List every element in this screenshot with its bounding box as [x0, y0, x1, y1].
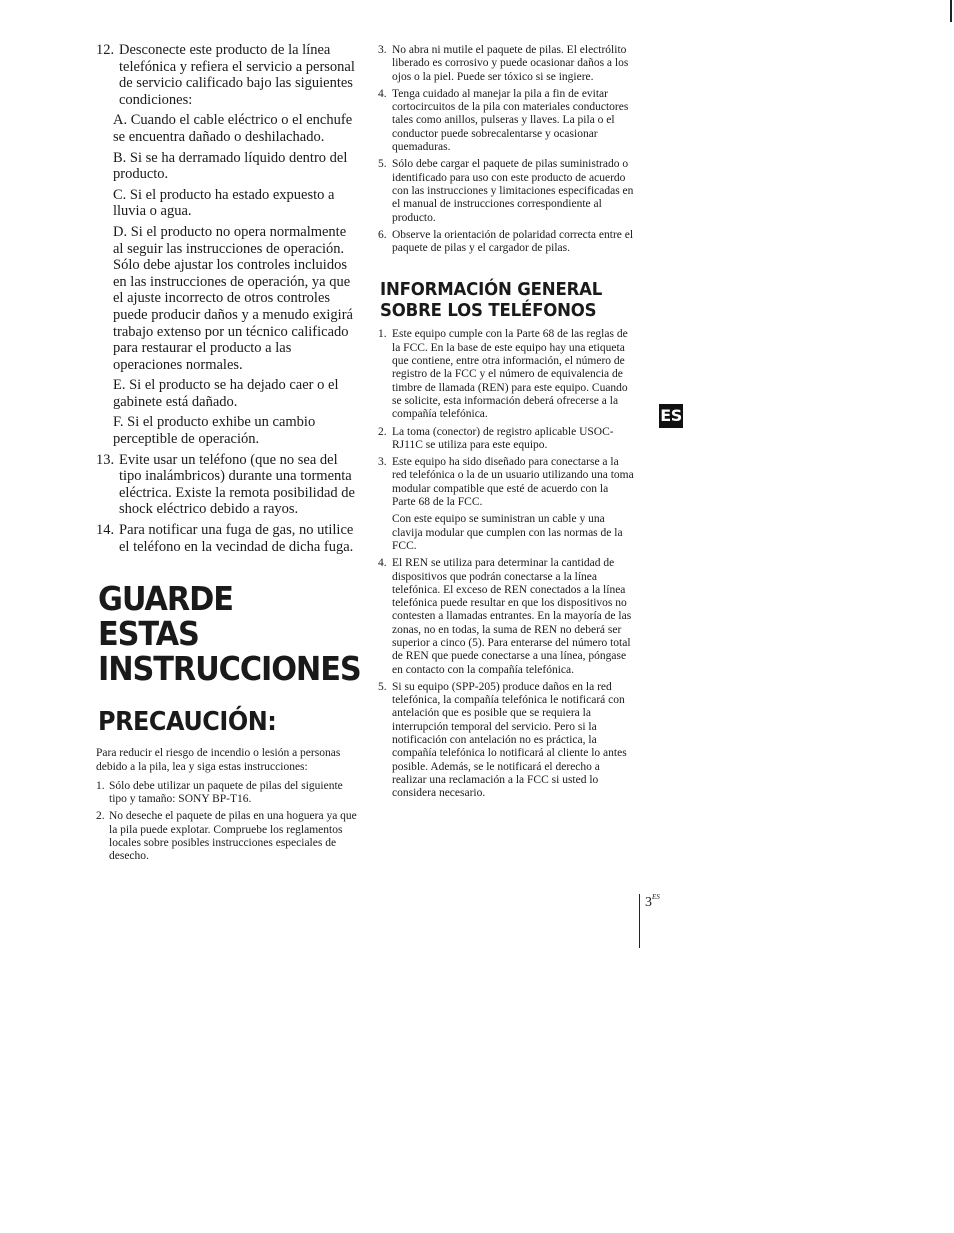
page-number: [645, 893, 660, 911]
caution-heading: PRECAUCIÓN:: [98, 707, 277, 738]
list-item-12: [96, 42, 358, 108]
list-text: Desconecte este producto de la línea telefónica y refiera el servicio a personal de servicio calificado bajo las siguientes condiciones:: [119, 42, 355, 108]
caution-item-4: [378, 88, 634, 154]
phone-info-heading: [380, 279, 614, 321]
info-item-5: [378, 681, 634, 801]
list-number: 5.: [378, 158, 387, 171]
list-text: Este equipo cumple con la Parte 68 de las reglas de la FCC. En la base de este equipo hay una etiqueta que contiene, entre otra información, el número de registro de la FCC y el número de equivalencia de timbre de llamada (REN) para este equipo. Cuando se solicite, esta información deberá ofrecerse a la compañía telefónica.: [392, 328, 628, 421]
list-item-14: [96, 522, 358, 555]
save-instructions-heading: [98, 579, 361, 689]
save-instructions-line2: INSTRUCCIONES: [98, 649, 361, 689]
list-text: El REN se utiliza para determinar la cantidad de dispositivos que podrán conectarse a la línea telefónica. El exceso de REN conectados a la línea telefónica puede resultar en que los dispositivos no contesten a llamadas entrantes. En la mayoría de las zonas, no en todas, la suma de REN no deberá ser superior a cinco (5). Para enterarse del número total de REN que puede conectarse a una línea, póngase en contacto con la compañía telefónica.: [392, 557, 632, 676]
left-column: [96, 42, 361, 868]
list-number: 2.: [96, 810, 105, 823]
list-number: 12.: [96, 42, 115, 58]
list-number: 1.: [378, 328, 387, 341]
page-number-suffix: ES: [652, 893, 660, 901]
list-text: Si su equipo (SPP-205) produce daños en la red telefónica, la compañía telefónica le notificará con antelación que es posible que se requiera la interrupción temporal del servicio. Pero si la notificación con antelación no es práctica, la compañía telefónica lo notificará al cliente lo antes posible. Además, se le notificará el derecho a realizar una reclamación a la FCC si usted lo considera necesario.: [392, 680, 627, 800]
list-number: 5.: [378, 680, 387, 693]
list-number: 14.: [96, 522, 115, 539]
page-edge-mark: [950, 0, 952, 22]
list-number: 13.: [96, 451, 115, 468]
list-text: No abra ni mutile el paquete de pilas. El electrólito liberado es corrosivo y puede ocasionar daños a los ojos o la piel. Puede ser tóxico si se ingiere.: [392, 44, 629, 83]
list-item-13: [96, 452, 358, 518]
caution-item-5: [378, 158, 634, 224]
list-number: 4.: [378, 87, 387, 100]
caution-item-3: [378, 44, 634, 84]
caution-item-6: [378, 229, 634, 256]
list-text: Tenga cuidado al manejar la pila a fin de evitar cortocircuitos de la pila con materiales conductores tales como anillos, pulseras y llaves. La pila o el conductor puede sobrecalentarse y ocasionar quemaduras.: [392, 87, 629, 154]
list-text: La toma (conector) de registro aplicable USOC-RJ11C se utiliza para este equipo.: [392, 425, 614, 451]
list-text: Evite usar un teléfono (que no sea del tipo inalámbricos) durante una tormenta eléctrica. Existe la remota posibilidad de shock eléctrico debido a rayos.: [119, 451, 355, 518]
list-text: Observe la orientación de polaridad correcta entre el paquete de pilas y el cargador de pilas.: [392, 228, 634, 255]
caution-intro: Para reducir el riesgo de incendio o lesión a personas debido a la pila, lea y siga estas instrucciones:: [96, 747, 341, 773]
page-number-value: 3: [645, 895, 652, 910]
list-number: 1.: [96, 779, 105, 792]
info-item-3: [378, 456, 634, 509]
info-item-3-extra: Con este equipo se suministran un cable y una clavija modular que cumplen con las normas de la FCC.: [392, 513, 623, 552]
info-item-2: [378, 426, 634, 453]
sub-item-b: B. Si se ha derramado líquido dentro del producto.: [113, 149, 348, 183]
sub-item-f: F. Si el producto exhibe un cambio perceptible de operación.: [113, 414, 316, 448]
caution-item-1: [96, 780, 358, 807]
list-text: Sólo debe cargar el paquete de pilas suministrado o identificado para uso con este producto de acuerdo con las instrucciones y limitaciones especificadas en el manual de instrucciones correspondiente al producto.: [392, 158, 634, 224]
info-item-4: [378, 557, 634, 677]
sub-item-e: E. Si el producto se ha dejado caer o el gabinete está dañado.: [113, 377, 339, 410]
list-number: 4.: [378, 557, 387, 570]
list-number: 3.: [378, 456, 387, 469]
list-text: Sólo debe utilizar un paquete de pilas del siguiente tipo y tamaño: SONY BP-T16.: [109, 779, 343, 806]
list-number: 2.: [378, 425, 387, 438]
list-number: 3.: [378, 44, 387, 56]
info-item-1: [378, 328, 634, 421]
page-number-rule: [639, 894, 640, 948]
right-column: [378, 44, 634, 805]
sub-item-a: A. Cuando el cable eléctrico o el enchufe se encuentra dañado o deshilachado.: [113, 112, 353, 145]
sub-item-d: D. Si el producto no opera normalmente al seguir las instrucciones de operación. Sólo debe ajustar los controles incluidos en las instrucciones de operación, ya que el ajuste incorrecto de otros controles puede producir daños y a menudo exigirá trabajo extenso por un técnico calificado para restaurar el producto a las operaciones normales.: [113, 223, 353, 373]
list-text: Este equipo ha sido diseñado para conectarse a la red telefónica o la de un usuario utilizando una toma modular compatible que esté de acuerdo con la Parte 68 de la FCC.: [392, 456, 634, 509]
list-number: 6.: [378, 228, 387, 241]
list-text: Para notificar una fuga de gas, no utilice el teléfono en la vecindad de dicha fuga.: [119, 522, 354, 555]
language-badge: ES: [659, 404, 683, 428]
sub-item-c: C. Si el producto ha estado expuesto a lluvia o agua.: [113, 186, 335, 220]
phone-info-heading-line1: INFORMACIÓN GENERAL: [380, 279, 603, 301]
save-instructions-line1: GUARDE ESTAS: [98, 579, 233, 654]
list-text: No deseche el paquete de pilas en una hoguera ya que la pila puede explotar. Compruebe los reglamentos locales sobre posibles instrucciones especiales de desecho.: [109, 810, 357, 863]
phone-info-heading-line2: SOBRE LOS TELÉFONOS: [380, 300, 597, 322]
caution-item-2: [96, 810, 358, 863]
